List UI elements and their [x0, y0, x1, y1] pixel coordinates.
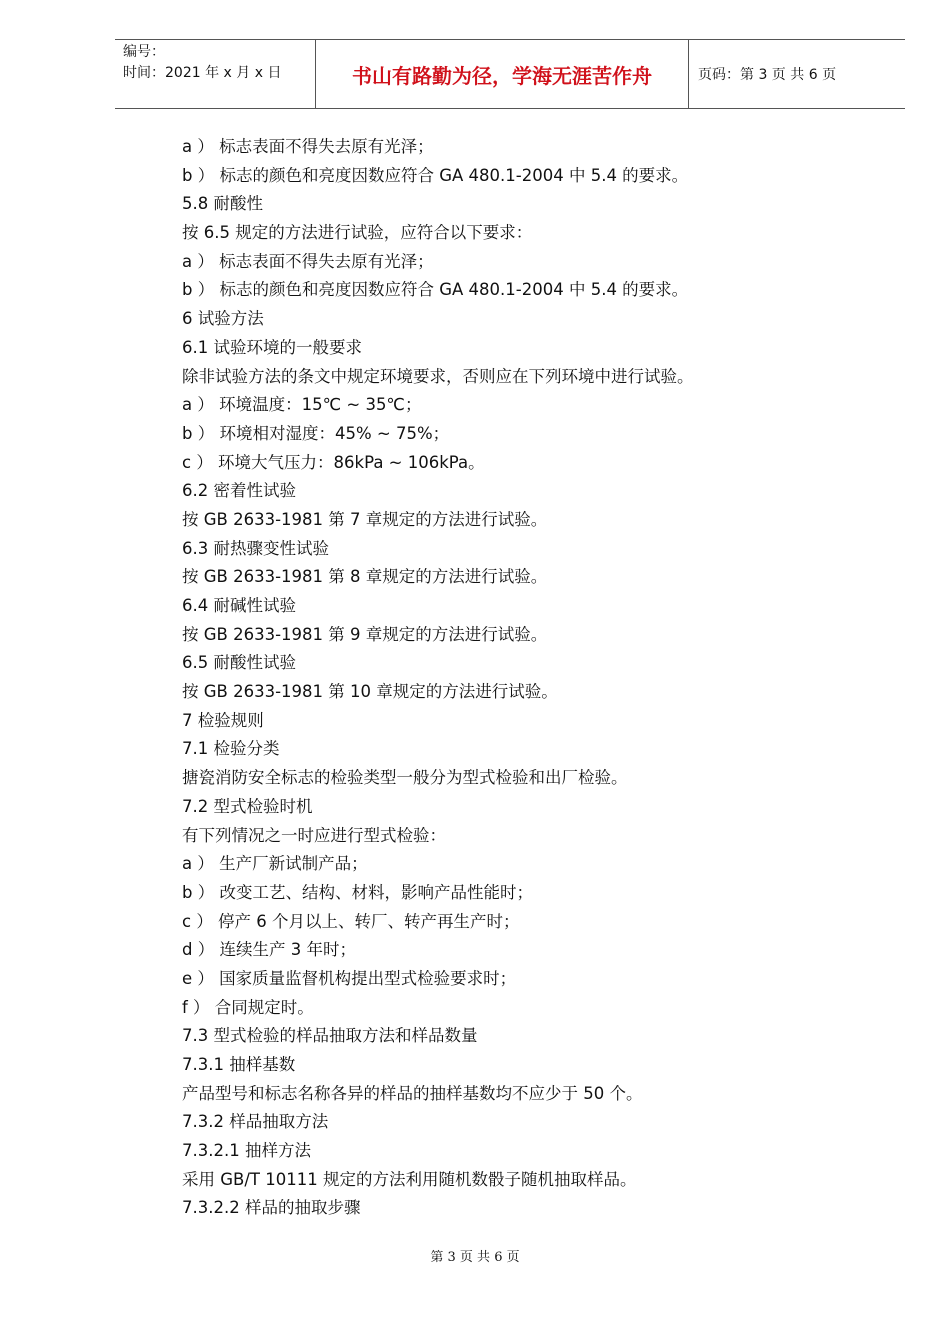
text-line: 按 GB 2633-1981 第 7 章规定的方法进行试验。 — [182, 509, 548, 529]
section-heading: 5.8 耐酸性 — [182, 194, 263, 214]
section-heading: 7.2 型式检验时机 — [182, 796, 313, 816]
header-time-label: 时间：2021 年 x 月 x 日 — [123, 65, 282, 81]
header-page-info: 页码：第 3 页 共 6 页 — [698, 67, 837, 83]
text-line: b ） 改变工艺、结构、材料，影响产品性能时； — [182, 882, 533, 902]
section-heading: 6.5 耐酸性试验 — [182, 653, 296, 673]
text-line: a ） 生产厂新试制产品； — [182, 854, 368, 874]
text-line: 有下列情况之一时应进行型式检验： — [182, 825, 446, 845]
section-heading: 7 检验规则 — [182, 710, 264, 730]
header-divider — [688, 40, 689, 108]
page-header — [115, 39, 905, 109]
section-heading: 6.4 耐碱性试验 — [182, 596, 296, 615]
text-line: a ） 标志表面不得失去原有光泽； — [182, 137, 434, 156]
text-line: a ） 标志表面不得失去原有光泽； — [182, 251, 434, 271]
text-line: e ） 国家质量监督机构提出型式检验要求时； — [182, 968, 517, 988]
text-line: 按 GB 2633-1981 第 8 章规定的方法进行试验。 — [182, 567, 548, 587]
section-heading: 6.2 密着性试验 — [182, 481, 296, 501]
header-motto: 书山有路勤为径，学海无涯苦作舟 — [352, 63, 652, 88]
section-heading: 7.1 检验分类 — [182, 739, 280, 759]
section-heading: 7.3.2 样品抽取方法 — [182, 1112, 329, 1132]
text-line: 除非试验方法的条文中规定环境要求，否则应在下列环境中进行试验。 — [182, 366, 694, 386]
text-line: 搪瓷消防安全标志的检验类型一般分为型式检验和出厂检验。 — [182, 768, 628, 788]
document-body — [182, 133, 882, 1223]
text-line: a ） 环境温度：15℃ ~ 35℃； — [182, 395, 422, 415]
section-heading: 6.1 试验环境的一般要求 — [182, 337, 362, 357]
text-line: d ） 连续生产 3 年时； — [182, 940, 356, 960]
section-heading: 6.3 耐热骤变性试验 — [182, 538, 329, 558]
text-line: b ） 标志的颜色和亮度因数应符合 GA 480.1-2004 中 5.4 的要求。 — [182, 280, 689, 300]
text-line: c ） 停产 6 个月以上、转厂、转产再生产时； — [182, 911, 520, 931]
text-line: c ） 环境大气压力：86kPa ~ 106kPa。 — [182, 452, 485, 472]
text-line: 产品型号和标志名称各异的样品的抽样基数均不应少于 50 个。 — [182, 1083, 643, 1103]
header-meta — [123, 42, 313, 84]
text-line: 按 GB 2633-1981 第 9 章规定的方法进行试验。 — [182, 624, 548, 644]
text-line: 按 GB 2633-1981 第 10 章规定的方法进行试验。 — [182, 682, 558, 702]
page-footer: 第 3 页 共 6 页 — [430, 1250, 520, 1265]
section-heading: 7.3.2.2 样品的抽取步骤 — [182, 1198, 361, 1218]
header-number-label: 编号： — [123, 44, 165, 60]
text-line: f ） 合同规定时。 — [182, 997, 314, 1017]
text-line: 采用 GB/T 10111 规定的方法利用随机数骰子随机抽取样品。 — [182, 1169, 637, 1189]
section-heading: 7.3.2.1 抽样方法 — [182, 1141, 311, 1161]
section-heading: 7.3 型式检验的样品抽取方法和样品数量 — [182, 1026, 478, 1046]
section-heading: 6 试验方法 — [182, 309, 264, 329]
section-heading: 7.3.1 抽样基数 — [182, 1055, 296, 1074]
text-line: b ） 环境相对湿度：45% ~ 75%； — [182, 423, 450, 443]
text-line: b ） 标志的颜色和亮度因数应符合 GA 480.1-2004 中 5.4 的要求。 — [182, 165, 689, 185]
text-line: 按 6.5 规定的方法进行试验，应符合以下要求： — [182, 223, 533, 243]
